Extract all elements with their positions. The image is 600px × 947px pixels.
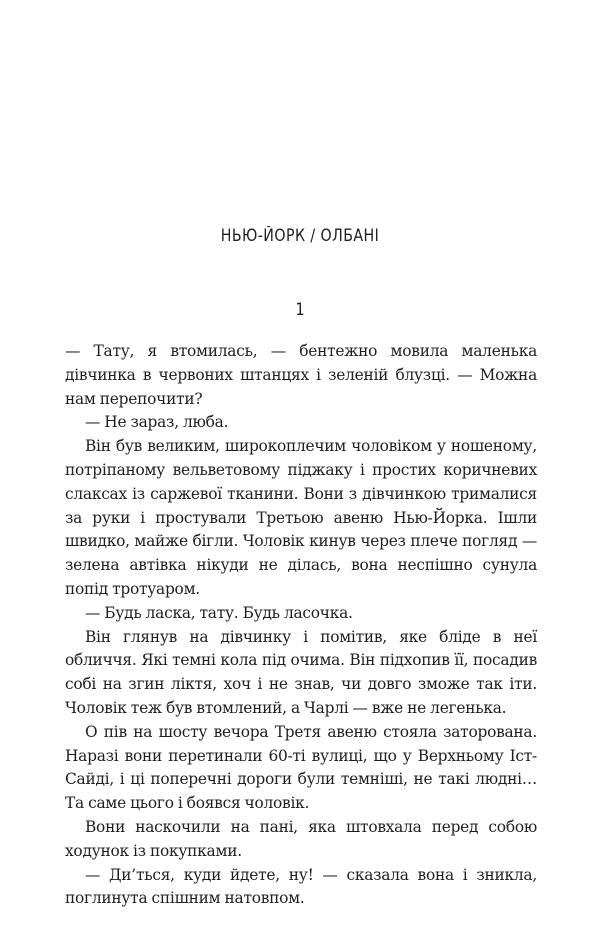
paragraph: — Ди’ться, куди йдете, ну! — сказала вона і зникла, поглинута спішним натовпом. xyxy=(65,865,537,908)
paragraph: О пів на шосту вечора Третя авеню стояла заторована. Наразі вони перетинали 60-ті вулиці, що у Верхньому Іст-Сайді, і ці поперечні дороги були темніші, не такі людні… Та саме цього і боявся чоловік. xyxy=(65,722,537,813)
paragraph: — Тату, я втомилась, — бентежно мовила маленька дівчинка в червоних штанцях і зеленій блузці. — Можна нам перепочити? xyxy=(65,342,537,408)
paragraph: Він глянув на дівчинку і помітив, яке бліде в неї обличчя. Які темні кола під очима. Він підхопив її, посадив собі на згин ліктя, хоч і не знав, чи довго зможе так іти. Чоловік теж був втомлений, а Чарлі — вже не легенька. xyxy=(65,627,537,717)
paragraph: — Не зараз, люба. xyxy=(85,413,229,432)
chapter-title: НЬЮ-ЙОРК / ОЛБАНІ xyxy=(220,226,380,245)
body-text xyxy=(65,340,537,911)
paragraph: Вони наскочили на пані, яка штовхала перед собою ходунок із покупками. xyxy=(65,817,537,860)
paragraph: — Будь ласка, тату. Будь ласочка. xyxy=(85,603,353,622)
chapter-number: 1 xyxy=(295,300,305,320)
paragraph: Він був великим, широкоплечим чоловіком у ношеному, потріпаному вельветовому піджаку і простих коричневих слаксах із саржевої тканини. Вони з дівчинкою трималися за руки і простували Третьою авеню Нью-Йорка. Ішли швидко, майже бігли. Чоловік кинув через плече погляд — зелена автівка нікуди не ділась, вона неспішно сунула попід тротуаром. xyxy=(65,437,537,598)
